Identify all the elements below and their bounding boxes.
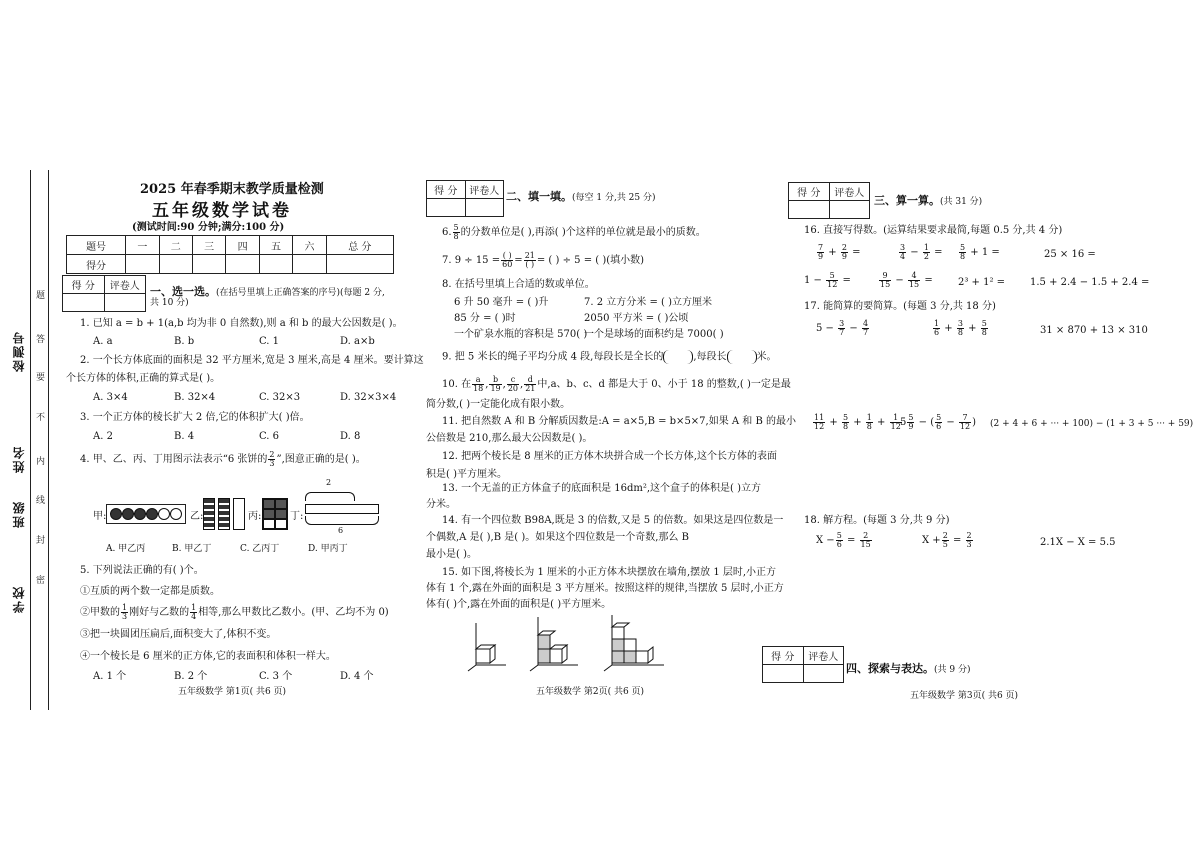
figure-yi (203, 498, 247, 530)
q8-item-d: 2050 平方米 = ( )公顷 (584, 313, 689, 324)
q5-statement-1: ①互质的两个数一定都是质数。 (80, 586, 220, 597)
section-1-title: 一、选一选。 (150, 285, 216, 298)
score-table-score-row (67, 255, 394, 274)
q4-option-c: C. 乙丙丁 (240, 544, 280, 554)
binding-line-inner (48, 170, 49, 710)
q16-item-1: $\frac{7}{9}$ + $\frac{2}{9}$ = (818, 243, 861, 261)
label-school: 学校 (12, 585, 26, 613)
question-10: 10. 在 $\frac{a}{18}$ , $\frac{b}{19}$ , $\frac{c}{20}$ , $\frac{d}{21}$ 中,a、b、c、d 都是大于 0、小于 18 的整数,( )一定是最 (442, 375, 791, 393)
question-1: 1. 已知 a = b + 1(a,b 均为非 0 自然数),则 a 和 b 的最大公因数是( )。 (80, 318, 403, 329)
q16-item-2: $\frac{3}{4}$ − $\frac{1}{2}$ = (900, 243, 943, 261)
grader-score-label: 得 分 (434, 186, 458, 197)
question-15-line-1: 15. 如下图,将棱长为 1 厘米的小正方体木块摆放在墙角,摆放 1 层时,小正方 (442, 567, 777, 578)
q16-item-7: 2³ + 1² = (958, 277, 1006, 288)
q5-statement-4: ④一个棱长是 6 厘米的正方体,它的表面积和体积一样大。 (80, 651, 336, 662)
question-3: 3. 一个正方体的棱长扩大 2 倍,它的体积扩大( )倍。 (80, 412, 310, 423)
score-input-cell[interactable] (192, 255, 225, 274)
score-cell: 题号 (67, 236, 126, 255)
q3-option-c: C. 6 (259, 431, 280, 442)
grader-name-cell[interactable] (104, 294, 146, 311)
q18-equation-3: 2.1X − X = 5.5 (1040, 537, 1116, 548)
score-input-cell[interactable] (126, 255, 159, 274)
q17-expr-6: (2 + 4 + 6 + ··· + 100) − (1 + 3 + 5 ··· + 59) (990, 419, 1194, 429)
question-11-line-1: 11. 把自然数 A 和 B 分解质因数是:A = a×5,B = b×5×7,如果 A 和 B 的最小 (442, 416, 797, 427)
grader-score-label: 得 分 (771, 652, 795, 663)
figure-bing (262, 498, 288, 530)
q4-text-pre: 4. 甲、乙、丙、丁用图示法表示“6 张饼的 (80, 454, 268, 465)
grader-score-label: 得 分 (71, 281, 95, 292)
section-4-note: (共 9 分) (934, 665, 971, 675)
question-2-line-1: 2. 一个长方体底面的面积是 32 平方厘米,宽是 3 厘米,高是 4 厘米。要计算这 (80, 355, 424, 366)
section-1-note: (在括号里填上正确答案的序号)(每题 2 分, (216, 288, 385, 298)
question-5: 5. 下列说法正确的有( )个。 (80, 565, 204, 576)
q17-expr-2: $\frac{1}{6}$ + $\frac{3}{8}$ + $\frac{5}{8}$ (934, 319, 987, 337)
q4-option-b: B. 甲乙丁 (172, 544, 212, 554)
q8-item-a: 6 升 50 毫升 = ( )升 (454, 297, 549, 308)
question-16: 16. 直接写得数。(运算结果要求最简,每题 0.5 分,共 4 分) (804, 225, 1063, 236)
seal-char: 答 (36, 335, 46, 345)
grader-score-label: 得 分 (797, 188, 821, 199)
question-13-line-2: 分米。 (426, 499, 456, 510)
grader-box (788, 182, 870, 219)
question-7: 7. 9 ÷ 15 = $\frac{( )}{60}$ = $\frac{21}{( )}$ = ( ) ÷ 5 = ( )(填小数) (442, 251, 645, 269)
question-2-line-2: 个长方体的体积,正确的算式是( )。 (66, 373, 221, 384)
question-13-line-1: 13. 一个无盖的正方体盒子的底面积是 16dm²,这个盒子的体积是( )立方 (442, 483, 762, 494)
score-table-header-row (67, 236, 394, 255)
q2-option-c: C. 32×3 (259, 392, 301, 403)
page-2-footer: 五年级数学 第2页( 共6 页) (536, 687, 645, 697)
section-3-heading (874, 192, 982, 208)
q8-item-b: 7. 2 立方分米 = ( )立方厘米 (584, 297, 712, 308)
seal-char: 不 (36, 413, 46, 423)
score-cell: 四 (226, 236, 259, 255)
grader-box (62, 275, 146, 312)
q5-option-b: B. 2 个 (174, 671, 208, 682)
q1-option-d: D. a×b (340, 336, 375, 347)
binding-line-outer (30, 170, 31, 710)
section-2-heading (506, 188, 656, 204)
q3-option-d: D. 8 (340, 431, 361, 442)
grader-name-label: 评卷人 (803, 647, 844, 664)
figure-label-bing: 丙: (248, 511, 262, 522)
exam-subject-title: 五年级数学试卷 (152, 201, 292, 221)
question-14-line-2: 个偶数,A 是( ),B 是( )。如果这个四位数是一个奇数,那么 B (426, 532, 689, 543)
q16-item-3: $\frac{5}{8}$ + 1 = (960, 243, 1000, 261)
q5-statement-3: ③把一块圆团压扁后,面积变大了,体积不变。 (80, 629, 277, 640)
question-14-line-1: 14. 有一个四位数 B98A,既是 3 的倍数,又是 5 的倍数。如果这是四位数是一 (442, 515, 784, 526)
grader-score-cell[interactable] (427, 199, 465, 216)
q8-item-e: 一个矿泉水瓶的容积是 570( ) (454, 329, 588, 340)
score-cell: 二 (159, 236, 192, 255)
question-11-line-2: 公倍数是 210,那么最大公因数是( )。 (426, 433, 593, 444)
score-input-cell[interactable] (326, 255, 393, 274)
grader-name-label: 评卷人 (829, 183, 870, 200)
score-cell: 总 分 (326, 236, 393, 255)
exam-subtitle: (测试时间:90 分钟;满分:100 分) (132, 222, 285, 233)
question-4 (80, 451, 366, 468)
score-cell: 得分 (67, 255, 126, 274)
q2-option-b: B. 32×4 (174, 392, 216, 403)
question-15-line-3: 体有( )个,露在外面的面积是( )平方厘米。 (426, 599, 612, 610)
q8-item-c: 85 分 = ( )时 (454, 313, 516, 324)
seal-char: 题 (36, 291, 46, 301)
q3-option-a: A. 2 (93, 431, 113, 442)
question-18: 18. 解方程。(每题 3 分,共 9 分) (804, 515, 950, 526)
figure-label-yi: 乙: (190, 511, 204, 522)
label-class: 班级 (12, 500, 26, 528)
q4-option-a: A. 甲乙丙 (106, 544, 146, 554)
question-9: 9. 把 5 米长的绳子平均分成 4 段,每段长是全长的 ,每段长 米。 (442, 351, 777, 363)
section-1-note-2: 共 10 分) (150, 298, 189, 308)
grader-box (426, 180, 504, 217)
grader-score-cell[interactable] (789, 201, 829, 218)
grader-score-cell[interactable] (763, 665, 803, 682)
q4-option-d: D. 甲丙丁 (308, 544, 348, 554)
q8-item-f: 一个是球场的面积约是 7000( ) (584, 329, 724, 340)
page-3-footer: 五年级数学 第3页( 共6 页) (910, 691, 1019, 701)
q5-statement-2: ②甲数的 $\frac{1}{3}$ 刚好与乙数的 $\frac{1}{4}$ 相等,那么甲数比乙数小。(甲、乙均不为 0) (80, 603, 389, 621)
score-cell: 五 (259, 236, 292, 255)
score-cell: 一 (126, 236, 159, 255)
grader-score-cell[interactable] (63, 294, 104, 311)
question-10-line-2: 简分数,( )一定能化成有限小数。 (426, 399, 571, 410)
q5-option-d: D. 4 个 (340, 671, 374, 682)
q16-item-6: $\frac{9}{15}$ − $\frac{4}{15}$ = (880, 271, 933, 289)
figure-ding-denominator: 6 (338, 526, 344, 535)
exam-title: 2025 年春季期末教学质量检测 (140, 182, 324, 197)
question-6: 6. $\frac{5}{8}$ 的分数单位是( ),再添( )个这样的单位就是最小的质数。 (442, 223, 706, 241)
q1-option-a: A. a (93, 336, 113, 347)
grader-name-label: 评卷人 (465, 181, 504, 198)
q17-expr-1: 5 − $\frac{3}{7}$ − $\frac{4}{7}$ (816, 319, 869, 337)
grader-box (762, 646, 844, 683)
q2-option-a: A. 3×4 (93, 392, 128, 403)
score-cell: 三 (192, 236, 225, 255)
question-14-line-3: 最小是( )。 (426, 549, 477, 560)
label-exam-number: 检测号 (12, 330, 26, 372)
grader-name-cell[interactable] (803, 665, 844, 682)
seal-char: 密 (36, 576, 46, 586)
q16-item-4: 25 × 16 = (1044, 249, 1096, 260)
figure-ding (302, 478, 382, 538)
label-name: 姓名 (12, 445, 26, 473)
q16-item-5: 1 − $\frac{5}{12}$ = (804, 271, 851, 289)
section-2-note: (每空 1 分,共 25 分) (572, 193, 656, 203)
q17-expr-5: 5 $\frac{5}{9}$ − ( $\frac{5}{6}$ − $\frac{7}{12}$ ) (900, 413, 977, 431)
q18-equation-2: X + $\frac{2}{5}$ = $\frac{2}{3}$ (922, 531, 972, 549)
seal-char: 线 (36, 496, 46, 506)
q1-option-b: B. b (174, 336, 195, 347)
grader-name-label: 评卷人 (104, 276, 146, 293)
question-15-line-2: 体有 1 个,露在外面的面积是 3 平方厘米。按照这样的规律,当摆放 5 层时,小正方 (426, 583, 784, 594)
question-12-line-2: 积是( )平方厘米。 (426, 469, 507, 480)
seal-char: 封 (36, 536, 46, 546)
section-3-title: 三、算一算。 (874, 194, 940, 207)
section-2-title: 二、填一填。 (506, 190, 572, 203)
score-input-cell[interactable] (293, 255, 326, 274)
score-input-cell[interactable] (226, 255, 259, 274)
q15-cube-figure (466, 615, 666, 673)
q17-expr-3: 31 × 870 + 13 × 310 (1040, 325, 1148, 336)
q5-option-a: A. 1 个 (93, 671, 127, 682)
q4-text-post: ”,图意正确的是( )。 (276, 454, 366, 465)
q1-option-c: C. 1 (259, 336, 280, 347)
question-8: 8. 在括号里填上合适的数或单位。 (442, 279, 595, 290)
score-table (66, 235, 394, 274)
score-input-cell[interactable] (259, 255, 292, 274)
seal-char: 内 (36, 457, 46, 467)
figure-ding-numerator: 2 (326, 478, 332, 487)
section-4-heading (846, 660, 970, 676)
figure-label-ding: 丁: (290, 511, 304, 522)
q18-equation-1: X − $\frac{5}{6}$ = $\frac{2}{15}$ (816, 531, 871, 549)
q4-fraction: $\frac{2}{3}$ (269, 450, 275, 468)
question-12-line-1: 12. 把两个棱长是 8 厘米的正方体木块拼合成一个长方体,这个长方体的表面 (442, 451, 777, 462)
section-3-note: (共 31 分) (940, 197, 983, 207)
q3-option-b: B. 4 (174, 431, 195, 442)
q5-option-c: C. 3 个 (259, 671, 293, 682)
section-4-title: 四、探索与表达。 (846, 662, 934, 675)
score-input-cell[interactable] (159, 255, 192, 274)
figure-jia (106, 504, 186, 524)
seal-char: 要 (36, 373, 46, 383)
score-cell: 六 (293, 236, 326, 255)
figure-label-jia: 甲: (93, 511, 107, 522)
q2-option-d: D. 32×3×4 (340, 392, 397, 403)
grader-name-cell[interactable] (829, 201, 870, 218)
question-17: 17. 能简算的要简算。(每题 3 分,共 18 分) (804, 301, 996, 312)
q17-expr-4: $\frac{11}{12}$ + $\frac{5}{8}$ + $\frac{1}{8}$ + $\frac{1}{12}$ (814, 413, 901, 431)
grader-name-cell[interactable] (465, 199, 504, 216)
q16-item-8: 1.5 + 2.4 − 1.5 + 2.4 = (1030, 277, 1150, 288)
page-1-footer: 五年级数学 第1页( 共6 页) (178, 687, 287, 697)
